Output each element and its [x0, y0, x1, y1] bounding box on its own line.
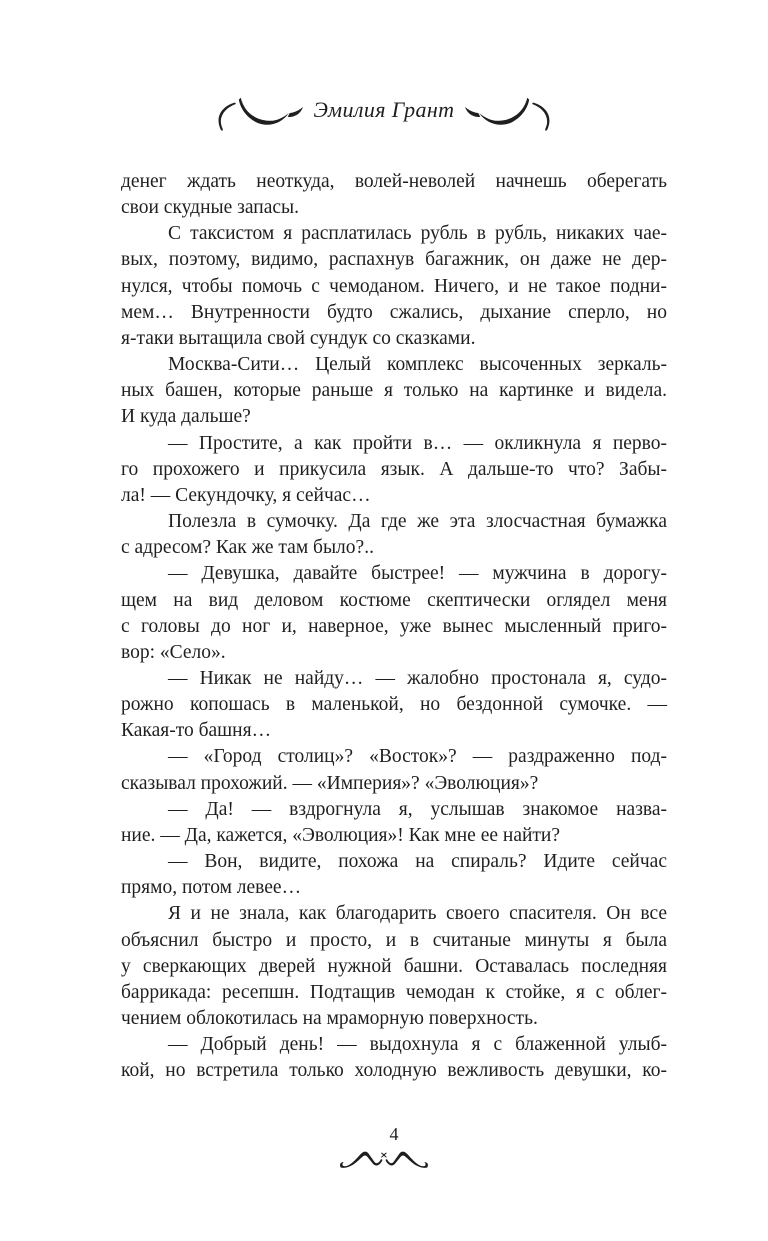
text-line: чением облокотилась на мраморную поверхность.: [121, 1008, 538, 1029]
text-line: денег ждать неоткуда, волей-неволей начнешь оберегать: [121, 171, 667, 192]
text-line: объяснил быстро и просто, и в считаные минуты я была: [121, 929, 667, 951]
text-line: ние. — Да, кажется, «Эволюция»! Как мне ее найти?: [121, 824, 561, 846]
text-line: с головы до ног и, наверное, уже вынес мысленный приго-: [121, 615, 667, 637]
text-line: ла! — Секундочку, я сейчас…: [121, 484, 371, 506]
text-line: — Да! — вздрогнула я, услышав знакомое назва-: [168, 798, 667, 820]
text-line: сказывал прохожий. — «Империя»? «Эволюция»?: [121, 772, 539, 794]
text-line: с адресом? Как же там было?..: [121, 537, 374, 559]
footer-flourish-icon: [0, 1146, 768, 1172]
text-line: нулся, чтобы помочь с чемоданом. Ничего, и не такое подни-: [121, 275, 667, 297]
text-line: у сверкающих дверей нужной башни. Оставалась последняя: [121, 955, 667, 977]
running-header: [0, 90, 768, 140]
text-line: прямо, потом левее…: [121, 877, 302, 899]
text-line: Я и не знала, как благодарить своего спасителя. Он все: [168, 903, 667, 925]
author-name: Эмилия Грант: [313, 97, 455, 122]
text-line: — Добрый день! — выдохнула я с блаженной улыб-: [168, 1034, 667, 1056]
text-line: Москва-Сити… Целый комплекс высоченных зеркаль-: [168, 354, 667, 376]
text-line: свои скудные запасы.: [121, 197, 299, 219]
header-right-flourish-icon: [464, 92, 556, 138]
text-line: го прохожего и прикусила язык. А дальше-то что? Забы-: [121, 458, 667, 480]
body-text: [121, 169, 667, 1084]
text-line: И куда дальше?: [121, 406, 251, 428]
text-line: — Девушка, давайте быстрее! — мужчина в дорогу-: [168, 563, 667, 585]
text-line: баррикада: ресепшн. Подтащив чемодан к стойке, я с облег-: [121, 981, 667, 1003]
text-line: я-таки вытащила свой сундук со сказками.: [121, 327, 476, 349]
page-number: 4: [389, 1124, 399, 1144]
text-line: щем на вид деловом костюме скептически оглядел меня: [121, 589, 667, 611]
text-line: Какая-то башня…: [121, 720, 272, 742]
text-line: — Никак не найду… — жалобно простонала я, судо-: [168, 667, 667, 689]
text-line: Полезла в сумочку. Да где же эта злосчастная бумажка: [168, 511, 667, 533]
text-line: — Вон, видите, похожа на спираль? Идите сейчас: [168, 851, 667, 873]
text-line: вых, поэтому, видимо, распахнув багажник, он даже не дер-: [121, 249, 667, 271]
text-line: вор: «Село».: [121, 641, 226, 663]
header-left-flourish-icon: [212, 92, 304, 138]
text-line: рожно копошась в маленькой, но бездонной сумочке. —: [121, 694, 667, 716]
text-line: ных башен, которые раньше я только на картинке и видела.: [121, 380, 667, 402]
text-line: — Простите, а как пройти в… — окликнула я перво-: [168, 432, 667, 454]
text-line: кой, но встретила только холодную вежливость девушки, ко-: [121, 1060, 667, 1082]
text-line: С таксистом я расплатилась рубль в рубль, никаких чае-: [168, 223, 667, 245]
text-line: мем… Внутренности будто сжались, дыхание сперло, но: [121, 301, 667, 323]
text-line: — «Город столиц»? «Восток»? — раздраженно под-: [168, 746, 667, 768]
